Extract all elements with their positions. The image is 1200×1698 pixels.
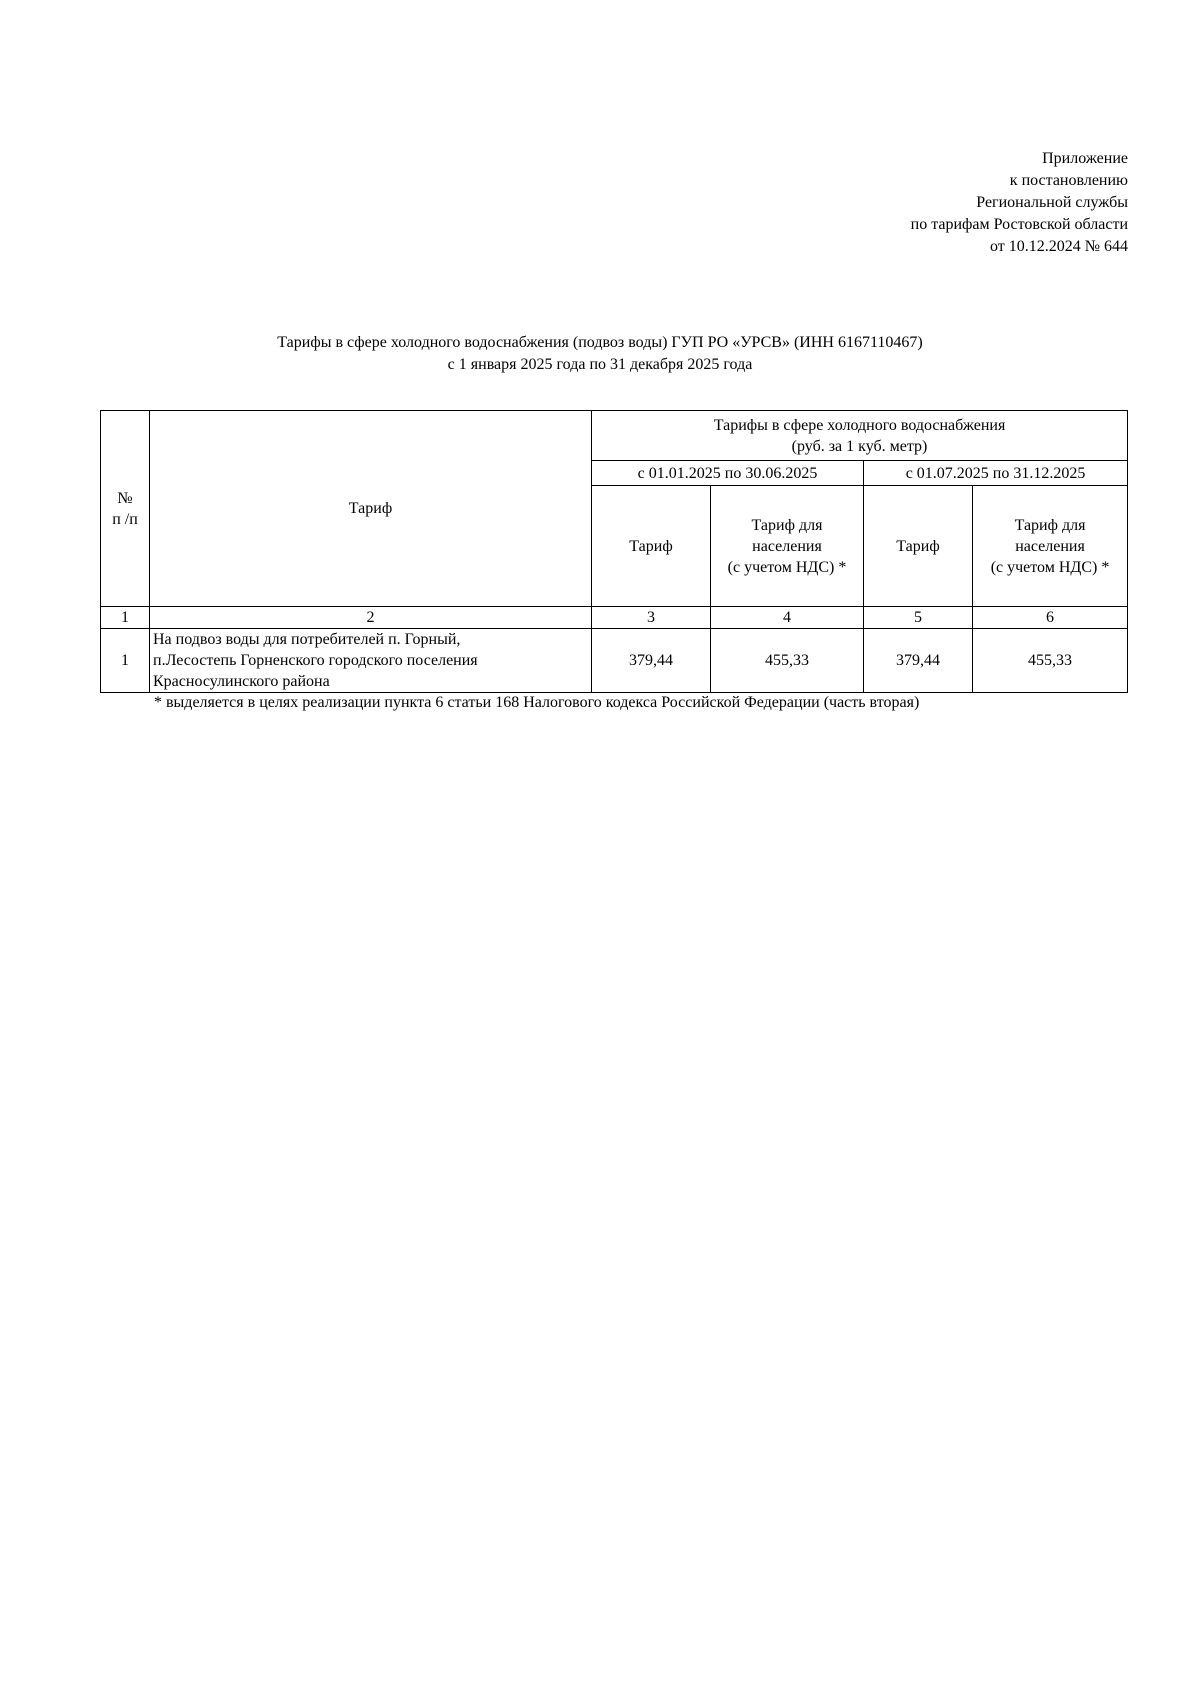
table-row [101,629,1128,693]
header-tariff: Тариф [150,411,592,607]
column-number: 2 [150,607,592,629]
header-sub-tariff-2: Тариф [864,486,973,607]
column-number: 1 [101,607,150,629]
approval-line: к постановлению [1009,172,1128,189]
column-number: 6 [973,607,1128,629]
approval-block [728,148,1128,258]
tariff-table [100,410,1128,693]
header-group: Тарифы в сфере холодного водоснабжения (руб. за 1 куб. метр) [592,411,1128,461]
approval-line: Приложение [1042,150,1128,167]
header-sub-population-1: Тариф для населения (с учетом НДС) * [711,486,864,607]
row-no: 1 [101,629,150,693]
approval-line: от 10.12.2024 № 644 [989,238,1128,255]
row-tariff-period-1: 379,44 [592,629,711,693]
approval-line: по тарифам Ростовской области [910,216,1128,233]
title-line-1: Тарифы в сфере холодного водоснабжения (подвоз воды) ГУП РО «УРСВ» (ИНН 6167110467) [277,334,923,351]
header-period-2: с 01.07.2025 по 31.12.2025 [864,461,1128,486]
header-sub-population-2: Тариф для населения (с учетом НДС) * [973,486,1128,607]
title-line-2: с 1 января 2025 года по 31 декабря 2025 года [447,356,753,373]
row-population-tariff-period-2: 455,33 [973,629,1128,693]
header-sub-tariff-1: Тариф [592,486,711,607]
row-tariff-period-2: 379,44 [864,629,973,693]
column-number: 4 [711,607,864,629]
footnote: * выделяется в целях реализации пункта 6 статьи 168 Налогового кодекса Российской Федерации (часть вторая) [154,694,920,711]
column-number-row [101,607,1128,629]
row-description: На подвоз воды для потребителей п. Горный, п.Лесостепь Горненского городского поселения Красносулинского района [150,629,592,693]
approval-line: Региональной службы [976,194,1128,211]
document-title [0,332,1200,376]
header-no: № п /п [101,411,150,607]
header-period-1: с 01.01.2025 по 30.06.2025 [592,461,864,486]
header-row [101,411,1128,461]
row-population-tariff-period-1: 455,33 [711,629,864,693]
column-number: 3 [592,607,711,629]
column-number: 5 [864,607,973,629]
